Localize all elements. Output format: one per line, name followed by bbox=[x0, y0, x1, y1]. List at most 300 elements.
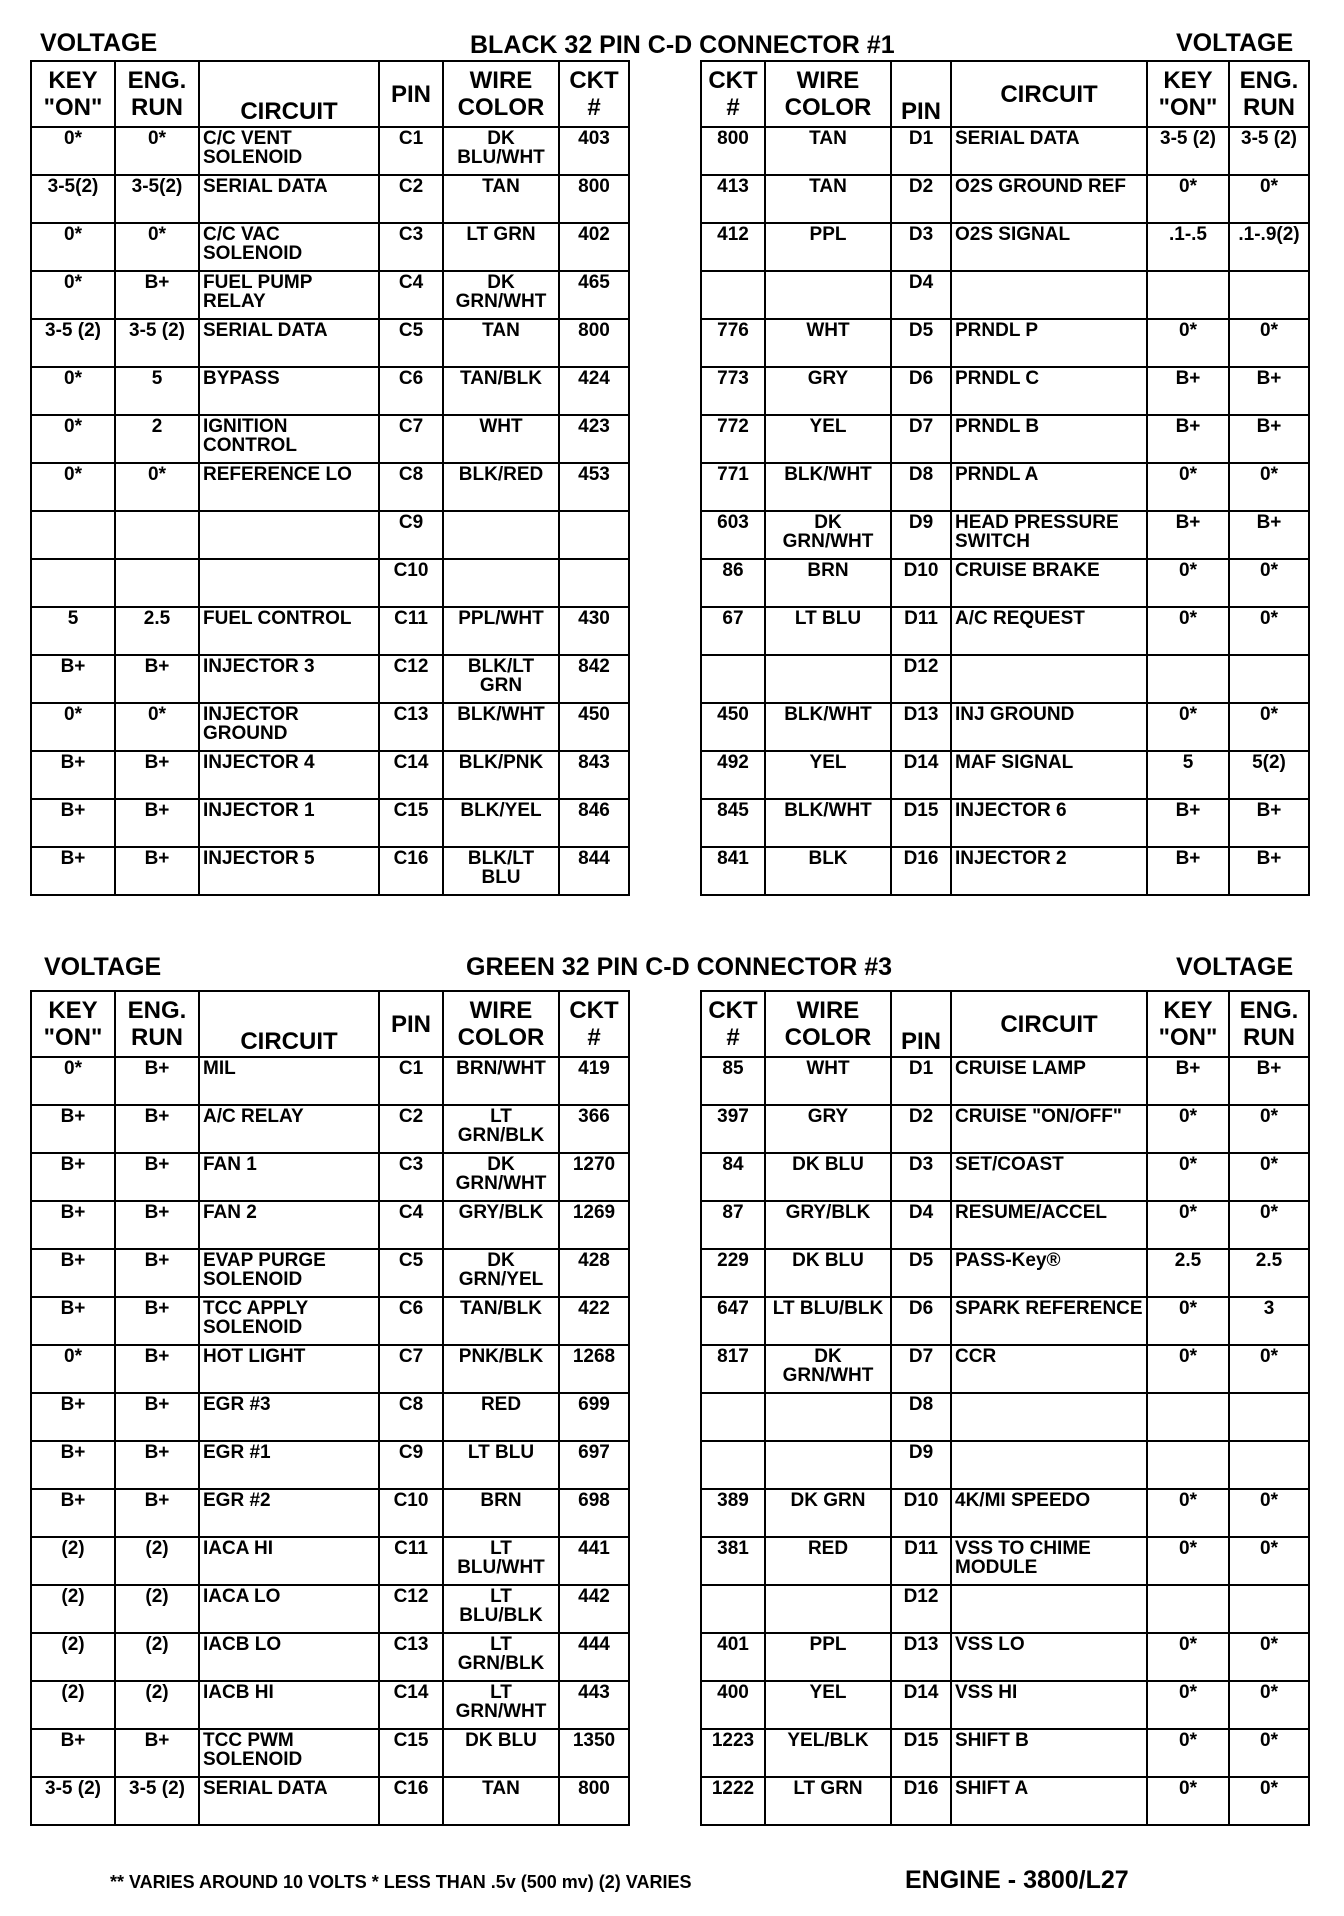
eng-run-cell bbox=[115, 511, 199, 559]
ckt-cell: 86 bbox=[701, 559, 765, 607]
pin-cell: D16 bbox=[891, 1777, 951, 1825]
ckt-cell: 697 bbox=[559, 1441, 629, 1489]
wire-color-cell: TAN/BLK bbox=[443, 367, 559, 415]
circuit-header: CIRCUIT bbox=[199, 61, 379, 127]
pin-row bbox=[701, 607, 1309, 655]
eng-run-cell: 0* bbox=[1229, 1777, 1309, 1825]
eng-run-cell: 0* bbox=[1229, 1489, 1309, 1537]
pin-row bbox=[701, 463, 1309, 511]
eng-run-cell: (2) bbox=[115, 1681, 199, 1729]
pin-row bbox=[701, 1201, 1309, 1249]
ckt-cell: 422 bbox=[559, 1297, 629, 1345]
circuit-cell bbox=[951, 655, 1147, 703]
connector-3-title: GREEN 32 PIN C-D CONNECTOR #3 bbox=[466, 953, 893, 981]
circuit-cell: SHIFT B bbox=[951, 1729, 1147, 1777]
wire-color-cell: DK GRN/WHT bbox=[765, 1345, 891, 1393]
wire-color-cell: PPL bbox=[765, 1633, 891, 1681]
key-on-cell: 2.5 bbox=[1147, 1249, 1229, 1297]
ckt-cell: 1270 bbox=[559, 1153, 629, 1201]
eng-run-cell: B+ bbox=[115, 1345, 199, 1393]
ckt-cell: 85 bbox=[701, 1057, 765, 1105]
circuit-cell bbox=[951, 271, 1147, 319]
key-on-cell: 0* bbox=[1147, 1489, 1229, 1537]
pin-row bbox=[31, 1153, 629, 1201]
wire-color-cell: BLK/YEL bbox=[443, 799, 559, 847]
ckt-cell: 465 bbox=[559, 271, 629, 319]
ckt-cell bbox=[559, 559, 629, 607]
ckt-cell: 424 bbox=[559, 367, 629, 415]
circuit-cell: REFERENCE LO bbox=[199, 463, 379, 511]
ckt-cell: 453 bbox=[559, 463, 629, 511]
circuit-cell: INJ GROUND bbox=[951, 703, 1147, 751]
ckt-cell: 450 bbox=[701, 703, 765, 751]
wire-color-cell: BLK/WHT bbox=[765, 463, 891, 511]
pin-row bbox=[701, 1441, 1309, 1489]
wire-color-cell bbox=[765, 1393, 891, 1441]
key-on-cell: 0* bbox=[31, 367, 115, 415]
pin-row bbox=[31, 367, 629, 415]
key-on-cell: B+ bbox=[1147, 415, 1229, 463]
eng-run-cell: 2 bbox=[115, 415, 199, 463]
ckt-cell: 389 bbox=[701, 1489, 765, 1537]
pin-header: PIN bbox=[891, 61, 951, 127]
key-on-cell: 0* bbox=[1147, 1105, 1229, 1153]
pin-cell: C10 bbox=[379, 1489, 443, 1537]
pin-row bbox=[701, 1681, 1309, 1729]
key-on-header: KEY "ON" bbox=[31, 61, 115, 127]
wire-color-cell: DK BLU bbox=[765, 1249, 891, 1297]
pin-row bbox=[31, 1201, 629, 1249]
eng-run-cell: 3 bbox=[1229, 1297, 1309, 1345]
ckt-header: CKT # bbox=[559, 991, 629, 1057]
circuit-cell: PASS-Key® bbox=[951, 1249, 1147, 1297]
key-on-cell: B+ bbox=[31, 1489, 115, 1537]
connector-1-c-table bbox=[30, 60, 630, 896]
eng-run-cell: 2.5 bbox=[115, 607, 199, 655]
ckt-cell: 603 bbox=[701, 511, 765, 559]
wire-color-cell: LT GRN/WHT bbox=[443, 1681, 559, 1729]
wire-color-cell: BLK/LT GRN bbox=[443, 655, 559, 703]
pin-cell: D12 bbox=[891, 1585, 951, 1633]
key-on-cell: B+ bbox=[31, 655, 115, 703]
wire-color-cell bbox=[765, 271, 891, 319]
circuit-cell: CRUISE "ON/OFF" bbox=[951, 1105, 1147, 1153]
engine-label: ENGINE - 3800/L27 bbox=[905, 1866, 1129, 1894]
pin-row bbox=[701, 655, 1309, 703]
pin-cell: D13 bbox=[891, 1633, 951, 1681]
pin-cell: C4 bbox=[379, 271, 443, 319]
pin-row bbox=[701, 751, 1309, 799]
pin-row bbox=[701, 703, 1309, 751]
pin-cell: C2 bbox=[379, 1105, 443, 1153]
pin-row bbox=[31, 1585, 629, 1633]
ckt-cell: 843 bbox=[559, 751, 629, 799]
circuit-cell: 4K/MI SPEEDO bbox=[951, 1489, 1147, 1537]
pin-cell: D5 bbox=[891, 319, 951, 367]
ckt-cell: 401 bbox=[701, 1633, 765, 1681]
wire-color-cell: YEL bbox=[765, 1681, 891, 1729]
eng-run-cell bbox=[1229, 1585, 1309, 1633]
pin-row bbox=[31, 607, 629, 655]
key-on-cell: 5 bbox=[1147, 751, 1229, 799]
ckt-cell bbox=[701, 1585, 765, 1633]
circuit-cell: CCR bbox=[951, 1345, 1147, 1393]
key-on-cell: (2) bbox=[31, 1585, 115, 1633]
pin-row bbox=[31, 799, 629, 847]
pin-cell: D1 bbox=[891, 127, 951, 175]
connector-1-d-table bbox=[700, 60, 1310, 896]
circuit-cell: O2S SIGNAL bbox=[951, 223, 1147, 271]
ckt-cell: 698 bbox=[559, 1489, 629, 1537]
ckt-cell: 443 bbox=[559, 1681, 629, 1729]
ckt-cell: 1268 bbox=[559, 1345, 629, 1393]
circuit-cell: MIL bbox=[199, 1057, 379, 1105]
pin-row bbox=[31, 175, 629, 223]
ckt-cell: 800 bbox=[559, 1777, 629, 1825]
pin-cell: C8 bbox=[379, 1393, 443, 1441]
ckt-cell: 84 bbox=[701, 1153, 765, 1201]
pin-cell: D13 bbox=[891, 703, 951, 751]
circuit-cell: EVAP PURGE SOLENOID bbox=[199, 1249, 379, 1297]
circuit-cell: INJECTOR 1 bbox=[199, 799, 379, 847]
ckt-cell: 450 bbox=[559, 703, 629, 751]
key-on-cell: 0* bbox=[31, 703, 115, 751]
wire-color-header: WIRE COLOR bbox=[765, 61, 891, 127]
circuit-cell: PRNDL A bbox=[951, 463, 1147, 511]
eng-run-cell: B+ bbox=[115, 1297, 199, 1345]
circuit-cell: FUEL PUMP RELAY bbox=[199, 271, 379, 319]
wire-color-header: WIRE COLOR bbox=[765, 991, 891, 1057]
wire-color-cell: LT GRN/BLK bbox=[443, 1633, 559, 1681]
key-on-cell: 0* bbox=[1147, 463, 1229, 511]
circuit-cell: SERIAL DATA bbox=[199, 175, 379, 223]
eng-run-cell: 0* bbox=[115, 703, 199, 751]
wire-color-cell: TAN bbox=[765, 127, 891, 175]
pin-row bbox=[31, 319, 629, 367]
key-on-cell: B+ bbox=[1147, 799, 1229, 847]
ckt-cell: 67 bbox=[701, 607, 765, 655]
key-on-cell: B+ bbox=[31, 1393, 115, 1441]
circuit-cell: PRNDL P bbox=[951, 319, 1147, 367]
pin-header: PIN bbox=[379, 61, 443, 127]
pin-row bbox=[701, 367, 1309, 415]
key-on-cell: 0* bbox=[31, 463, 115, 511]
wire-color-cell: TAN bbox=[443, 175, 559, 223]
key-on-cell: 0* bbox=[1147, 703, 1229, 751]
pin-cell: D15 bbox=[891, 799, 951, 847]
voltage-label-c1-right: VOLTAGE bbox=[1176, 29, 1294, 57]
key-on-cell bbox=[1147, 655, 1229, 703]
ckt-cell: 800 bbox=[559, 175, 629, 223]
wire-color-cell: RED bbox=[443, 1393, 559, 1441]
circuit-cell: SERIAL DATA bbox=[951, 127, 1147, 175]
pin-row bbox=[701, 319, 1309, 367]
key-on-cell: B+ bbox=[31, 799, 115, 847]
key-on-cell: B+ bbox=[1147, 367, 1229, 415]
wire-color-cell: RED bbox=[765, 1537, 891, 1585]
wire-color-cell: LT BLU bbox=[765, 607, 891, 655]
eng-run-cell: B+ bbox=[115, 847, 199, 895]
ckt-cell bbox=[559, 511, 629, 559]
wire-color-cell: GRY bbox=[765, 1105, 891, 1153]
ckt-cell: 413 bbox=[701, 175, 765, 223]
pin-row bbox=[31, 559, 629, 607]
key-on-cell: 0* bbox=[31, 415, 115, 463]
circuit-cell: HOT LIGHT bbox=[199, 1345, 379, 1393]
pin-row bbox=[31, 1057, 629, 1105]
ckt-cell: 419 bbox=[559, 1057, 629, 1105]
key-on-cell: 0* bbox=[1147, 607, 1229, 655]
eng-run-cell: B+ bbox=[115, 1489, 199, 1537]
key-on-cell bbox=[31, 511, 115, 559]
pin-row bbox=[701, 127, 1309, 175]
ckt-cell: 842 bbox=[559, 655, 629, 703]
circuit-cell: EGR #2 bbox=[199, 1489, 379, 1537]
circuit-cell: TCC APPLY SOLENOID bbox=[199, 1297, 379, 1345]
key-on-cell: 3-5 (2) bbox=[1147, 127, 1229, 175]
wire-color-cell: DK GRN/YEL bbox=[443, 1249, 559, 1297]
eng-run-cell bbox=[1229, 1393, 1309, 1441]
pin-cell: D4 bbox=[891, 271, 951, 319]
pin-cell: D6 bbox=[891, 1297, 951, 1345]
wire-color-cell: TAN bbox=[443, 319, 559, 367]
wire-color-cell: DK BLU bbox=[443, 1729, 559, 1777]
circuit-cell: EGR #3 bbox=[199, 1393, 379, 1441]
eng-run-cell: 0* bbox=[1229, 1105, 1309, 1153]
ckt-cell: 430 bbox=[559, 607, 629, 655]
ckt-cell: 444 bbox=[559, 1633, 629, 1681]
connector-3-c-rows bbox=[31, 1057, 629, 1825]
pin-row bbox=[701, 1345, 1309, 1393]
pin-cell: D3 bbox=[891, 223, 951, 271]
circuit-cell: INJECTOR 2 bbox=[951, 847, 1147, 895]
key-on-cell: 0* bbox=[31, 127, 115, 175]
eng-run-cell bbox=[1229, 1441, 1309, 1489]
ckt-cell: 492 bbox=[701, 751, 765, 799]
pin-cell: C4 bbox=[379, 1201, 443, 1249]
wire-color-cell: DK BLU/WHT bbox=[443, 127, 559, 175]
wire-color-cell: DK GRN bbox=[765, 1489, 891, 1537]
eng-run-cell: B+ bbox=[115, 1249, 199, 1297]
pin-row bbox=[31, 655, 629, 703]
pin-row bbox=[31, 463, 629, 511]
circuit-cell: A/C RELAY bbox=[199, 1105, 379, 1153]
ckt-cell: 400 bbox=[701, 1681, 765, 1729]
wire-color-cell: WHT bbox=[443, 415, 559, 463]
eng-run-header: ENG. RUN bbox=[115, 991, 199, 1057]
circuit-cell: A/C REQUEST bbox=[951, 607, 1147, 655]
key-on-cell: B+ bbox=[1147, 511, 1229, 559]
ckt-cell bbox=[701, 1393, 765, 1441]
ckt-cell: 366 bbox=[559, 1105, 629, 1153]
pin-row bbox=[31, 1297, 629, 1345]
wire-color-cell bbox=[765, 655, 891, 703]
eng-run-cell: B+ bbox=[115, 1201, 199, 1249]
pin-row bbox=[31, 1105, 629, 1153]
pin-cell: D2 bbox=[891, 175, 951, 223]
circuit-header: CIRCUIT bbox=[951, 61, 1147, 127]
key-on-cell bbox=[31, 559, 115, 607]
pin-row bbox=[31, 415, 629, 463]
pin-row bbox=[31, 1777, 629, 1825]
key-on-cell bbox=[1147, 271, 1229, 319]
circuit-cell: SET/COAST bbox=[951, 1153, 1147, 1201]
eng-run-cell: 0* bbox=[1229, 559, 1309, 607]
key-on-cell: 5 bbox=[31, 607, 115, 655]
ckt-cell: 402 bbox=[559, 223, 629, 271]
key-on-cell: 0* bbox=[1147, 1729, 1229, 1777]
eng-run-cell: 0* bbox=[1229, 703, 1309, 751]
circuit-cell bbox=[951, 1585, 1147, 1633]
key-on-cell: 0* bbox=[1147, 319, 1229, 367]
wire-color-cell: DK BLU bbox=[765, 1153, 891, 1201]
pin-cell: D14 bbox=[891, 1681, 951, 1729]
circuit-cell: VSS TO CHIME MODULE bbox=[951, 1537, 1147, 1585]
key-on-header: KEY "ON" bbox=[31, 991, 115, 1057]
pin-cell: C14 bbox=[379, 751, 443, 799]
pin-row bbox=[31, 1681, 629, 1729]
wire-color-cell: GRY bbox=[765, 367, 891, 415]
eng-run-cell bbox=[115, 559, 199, 607]
circuit-cell: INJECTOR 4 bbox=[199, 751, 379, 799]
pin-row bbox=[701, 223, 1309, 271]
pin-cell: C9 bbox=[379, 1441, 443, 1489]
circuit-cell bbox=[951, 1393, 1147, 1441]
voltage-label-c3-right: VOLTAGE bbox=[1176, 953, 1294, 981]
key-on-cell: 3-5 (2) bbox=[31, 1777, 115, 1825]
wire-color-cell: DK GRN/WHT bbox=[765, 511, 891, 559]
pin-cell: C13 bbox=[379, 1633, 443, 1681]
circuit-cell bbox=[199, 511, 379, 559]
eng-run-cell: 0* bbox=[115, 127, 199, 175]
ckt-cell: 817 bbox=[701, 1345, 765, 1393]
connector-3-c-table bbox=[30, 990, 630, 1826]
pin-row bbox=[31, 751, 629, 799]
ckt-cell: 87 bbox=[701, 1201, 765, 1249]
key-on-cell: B+ bbox=[31, 1441, 115, 1489]
pin-cell: C15 bbox=[379, 1729, 443, 1777]
eng-run-cell: 3-5(2) bbox=[115, 175, 199, 223]
eng-run-cell: B+ bbox=[115, 271, 199, 319]
pin-row bbox=[31, 127, 629, 175]
ckt-cell: 647 bbox=[701, 1297, 765, 1345]
wire-color-cell: GRY/BLK bbox=[443, 1201, 559, 1249]
ckt-cell: 771 bbox=[701, 463, 765, 511]
pin-cell: D8 bbox=[891, 463, 951, 511]
wire-color-cell: LT GRN bbox=[443, 223, 559, 271]
ckt-cell: 1222 bbox=[701, 1777, 765, 1825]
footnote-legend: ** VARIES AROUND 10 VOLTS * LESS THAN .5v (500 mv) (2) VARIES bbox=[110, 1872, 692, 1892]
wire-color-cell: BLK/LT BLU bbox=[443, 847, 559, 895]
pin-cell: D10 bbox=[891, 559, 951, 607]
pin-cell: D14 bbox=[891, 751, 951, 799]
eng-run-cell: 2.5 bbox=[1229, 1249, 1309, 1297]
ckt-cell: 699 bbox=[559, 1393, 629, 1441]
pin-cell: C5 bbox=[379, 319, 443, 367]
circuit-cell: FUEL CONTROL bbox=[199, 607, 379, 655]
eng-run-cell: 0* bbox=[1229, 463, 1309, 511]
eng-run-cell: (2) bbox=[115, 1633, 199, 1681]
pin-row bbox=[31, 1489, 629, 1537]
pin-row bbox=[31, 1537, 629, 1585]
pin-row bbox=[701, 175, 1309, 223]
key-on-cell: 0* bbox=[1147, 1201, 1229, 1249]
eng-run-cell: 0* bbox=[1229, 1729, 1309, 1777]
pin-row bbox=[701, 1729, 1309, 1777]
pin-cell: D9 bbox=[891, 1441, 951, 1489]
circuit-cell: VSS LO bbox=[951, 1633, 1147, 1681]
eng-run-cell: 0* bbox=[1229, 607, 1309, 655]
pin-row bbox=[31, 847, 629, 895]
wire-color-cell: LT BLU bbox=[443, 1441, 559, 1489]
key-on-cell: (2) bbox=[31, 1537, 115, 1585]
eng-run-cell: 0* bbox=[115, 463, 199, 511]
voltage-label-c3-left: VOLTAGE bbox=[44, 953, 162, 981]
ckt-cell: 841 bbox=[701, 847, 765, 895]
eng-run-cell bbox=[1229, 271, 1309, 319]
circuit-header: CIRCUIT bbox=[951, 991, 1147, 1057]
pin-cell: D10 bbox=[891, 1489, 951, 1537]
pin-row bbox=[31, 223, 629, 271]
ckt-cell: 412 bbox=[701, 223, 765, 271]
circuit-cell: PRNDL B bbox=[951, 415, 1147, 463]
pin-cell: D11 bbox=[891, 607, 951, 655]
circuit-cell: C/C VENT SOLENOID bbox=[199, 127, 379, 175]
pin-row bbox=[701, 1105, 1309, 1153]
circuit-cell: SHIFT A bbox=[951, 1777, 1147, 1825]
eng-run-cell: 0* bbox=[1229, 1681, 1309, 1729]
key-on-cell: 0* bbox=[1147, 1681, 1229, 1729]
ckt-cell: 1269 bbox=[559, 1201, 629, 1249]
ckt-cell: 403 bbox=[559, 127, 629, 175]
circuit-cell: FAN 2 bbox=[199, 1201, 379, 1249]
eng-run-cell: 0* bbox=[1229, 319, 1309, 367]
connector-1-c-rows bbox=[31, 127, 629, 895]
pin-cell: C12 bbox=[379, 655, 443, 703]
key-on-cell: 0* bbox=[1147, 1633, 1229, 1681]
circuit-cell: HEAD PRESSURE SWITCH bbox=[951, 511, 1147, 559]
pin-cell: D8 bbox=[891, 1393, 951, 1441]
pin-cell: D11 bbox=[891, 1537, 951, 1585]
wire-color-cell: GRY/BLK bbox=[765, 1201, 891, 1249]
circuit-cell: BYPASS bbox=[199, 367, 379, 415]
eng-run-cell: 0* bbox=[1229, 1201, 1309, 1249]
circuit-cell: IACB HI bbox=[199, 1681, 379, 1729]
pin-row bbox=[31, 1633, 629, 1681]
eng-run-cell: 0* bbox=[1229, 175, 1309, 223]
pin-row bbox=[701, 1153, 1309, 1201]
key-on-cell: B+ bbox=[31, 847, 115, 895]
key-on-cell: 0* bbox=[1147, 1297, 1229, 1345]
circuit-cell: RESUME/ACCEL bbox=[951, 1201, 1147, 1249]
key-on-cell: B+ bbox=[31, 751, 115, 799]
eng-run-cell: 0* bbox=[115, 223, 199, 271]
eng-run-cell: B+ bbox=[1229, 415, 1309, 463]
wire-color-cell: BLK/RED bbox=[443, 463, 559, 511]
circuit-cell: IACB LO bbox=[199, 1633, 379, 1681]
ckt-cell: 772 bbox=[701, 415, 765, 463]
eng-run-cell: B+ bbox=[115, 1105, 199, 1153]
eng-run-cell: B+ bbox=[115, 751, 199, 799]
key-on-cell bbox=[1147, 1585, 1229, 1633]
pin-cell: D7 bbox=[891, 415, 951, 463]
pin-row bbox=[701, 799, 1309, 847]
wire-color-cell: LT BLU/BLK bbox=[765, 1297, 891, 1345]
pin-cell: D1 bbox=[891, 1057, 951, 1105]
wire-color-header: WIRE COLOR bbox=[443, 61, 559, 127]
key-on-cell: 0* bbox=[1147, 1153, 1229, 1201]
pin-row bbox=[701, 559, 1309, 607]
